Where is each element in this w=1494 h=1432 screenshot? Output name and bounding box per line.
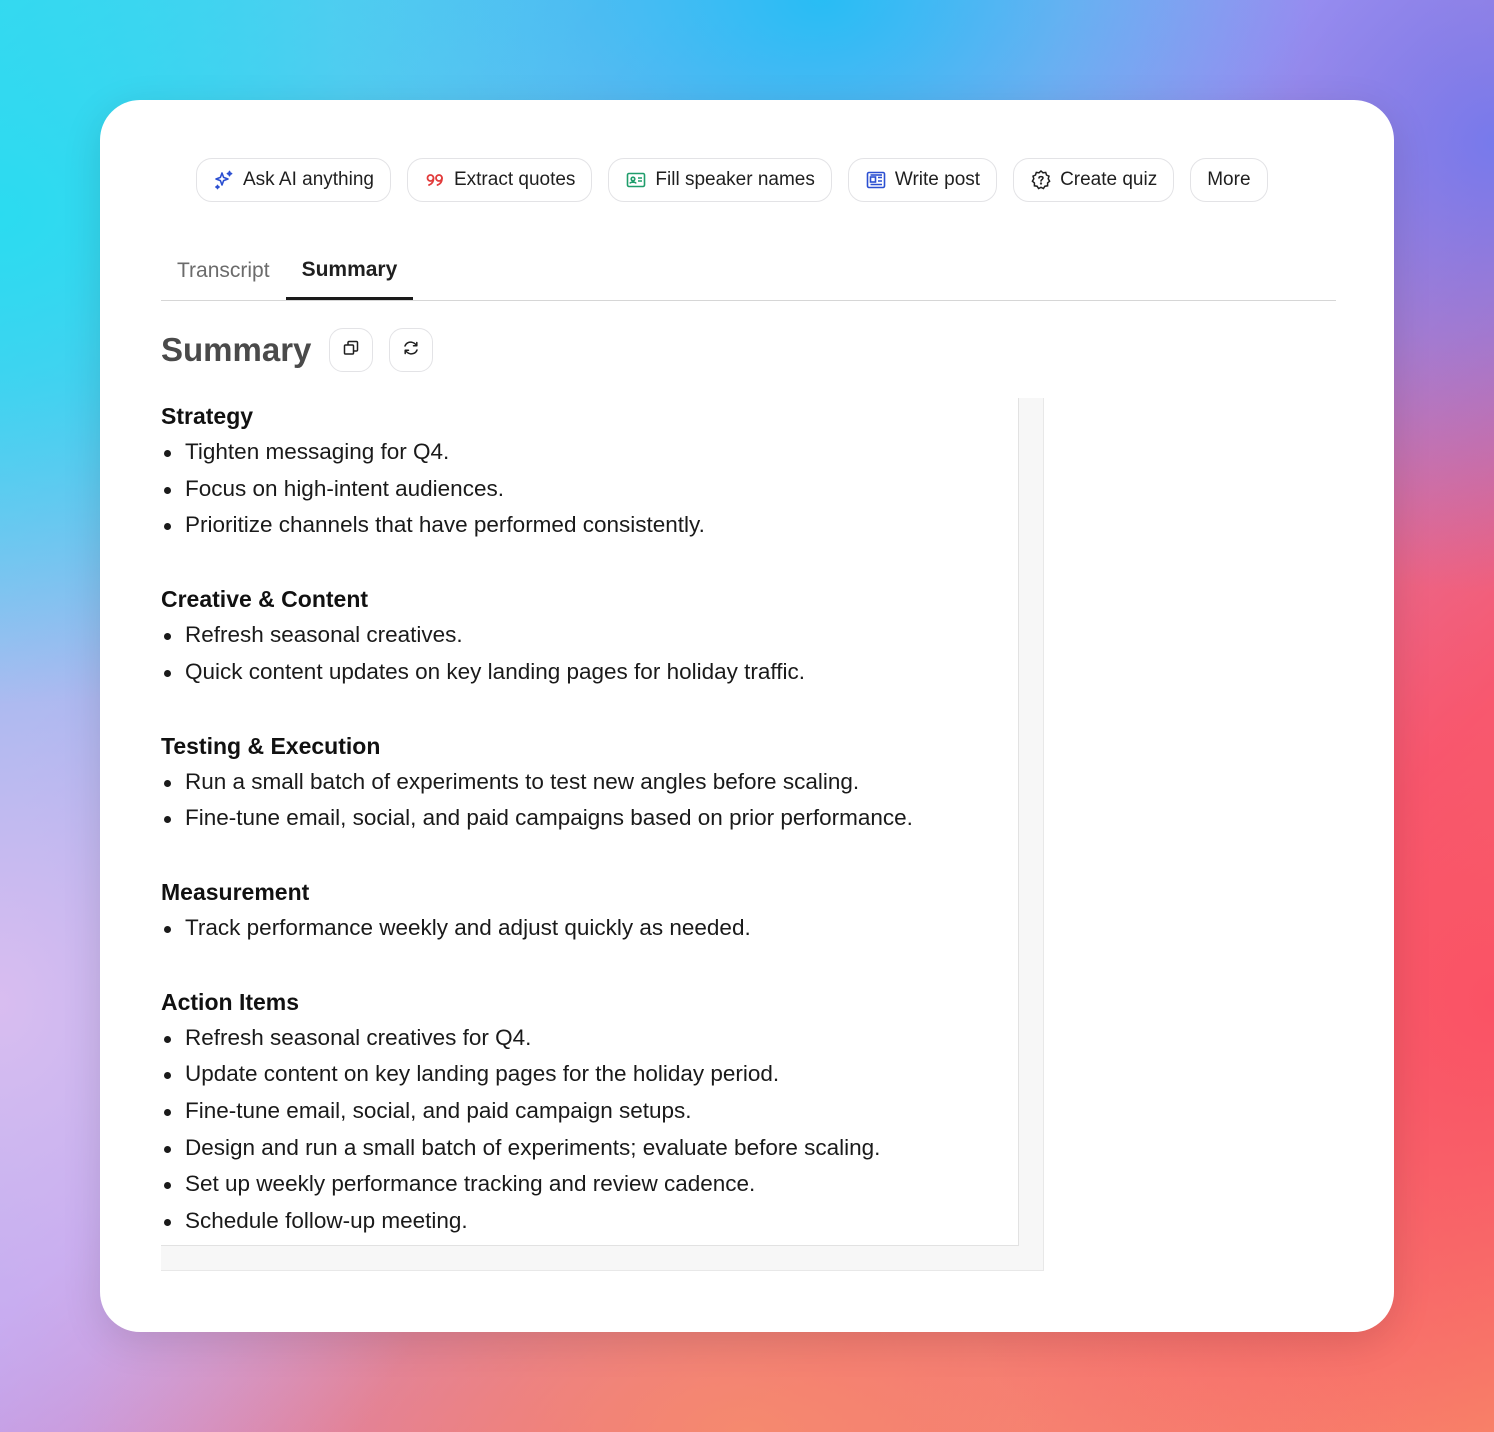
summary-section-testing-execution	[161, 728, 913, 837]
create-quiz-label: Create quiz	[1060, 169, 1158, 190]
summary-heading: Summary	[161, 331, 312, 368]
create-quiz-button[interactable]	[1013, 158, 1174, 202]
copy-icon	[341, 338, 361, 363]
list-item: Focus on high-intent audiences.	[161, 471, 913, 508]
newspaper-icon	[865, 169, 887, 191]
id-card-icon	[625, 169, 647, 191]
more-button[interactable]	[1190, 158, 1267, 202]
ask-ai-button[interactable]	[196, 158, 391, 202]
section-heading: Action Items	[161, 988, 300, 1015]
list-item: Refresh seasonal creatives.	[161, 617, 913, 654]
quote-icon	[424, 169, 446, 191]
summary-panel	[100, 100, 1394, 1332]
list-item: Track performance weekly and adjust quickly as needed.	[161, 910, 913, 947]
list-item: Run a small batch of experiments to test new angles before scaling.	[161, 764, 913, 801]
extract-quotes-label: Extract quotes	[453, 169, 576, 190]
more-label: More	[1207, 169, 1251, 190]
summary-content-frame	[161, 398, 1044, 1271]
section-heading: Testing & Execution	[161, 732, 381, 759]
tab-transcript[interactable]: Transcript	[177, 259, 270, 282]
list-item: Fine-tune email, social, and paid campaigns based on prior performance.	[161, 800, 913, 837]
extract-quotes-button[interactable]	[407, 158, 592, 202]
section-heading: Creative & Content	[161, 586, 369, 613]
summary-section-action-items	[161, 984, 913, 1240]
list-item: Design and run a small batch of experiments; evaluate before scaling.	[161, 1130, 913, 1167]
section-heading: Measurement	[161, 878, 310, 905]
summary-section-creative-content	[161, 581, 913, 690]
tab-summary[interactable]: Summary	[286, 242, 414, 300]
regenerate-button[interactable]	[389, 328, 433, 372]
refresh-icon	[401, 338, 421, 363]
help-badge-icon	[1030, 169, 1052, 191]
list-item: Tighten messaging for Q4.	[161, 434, 913, 471]
section-heading: Strategy	[161, 403, 254, 429]
summary-content[interactable]	[161, 398, 1019, 1246]
summary-section-strategy	[161, 398, 913, 544]
summary-section-measurement	[161, 874, 913, 947]
copy-button[interactable]	[329, 328, 373, 372]
write-post-label: Write post	[894, 169, 981, 190]
list-item: Fine-tune email, social, and paid campaign setups.	[161, 1093, 913, 1130]
ask-ai-label: Ask AI anything	[243, 169, 374, 190]
list-item: Refresh seasonal creatives for Q4.	[161, 1020, 913, 1057]
write-post-button[interactable]	[848, 158, 997, 202]
list-item: Update content on key landing pages for the holiday period.	[161, 1056, 913, 1093]
list-item: Prioritize channels that have performed consistently.	[161, 507, 913, 544]
list-item: Set up weekly performance tracking and review cadence.	[161, 1166, 913, 1203]
fill-speaker-names-button[interactable]	[608, 158, 831, 202]
summary-header	[161, 328, 433, 372]
ai-toolbar	[196, 158, 1268, 202]
list-item: Schedule follow-up meeting.	[161, 1203, 913, 1240]
fill-speaker-names-label: Fill speaker names	[655, 169, 815, 190]
sparkle-icon	[213, 169, 235, 191]
view-tabs	[161, 242, 1336, 301]
list-item: Quick content updates on key landing pages for holiday traffic.	[161, 654, 913, 691]
